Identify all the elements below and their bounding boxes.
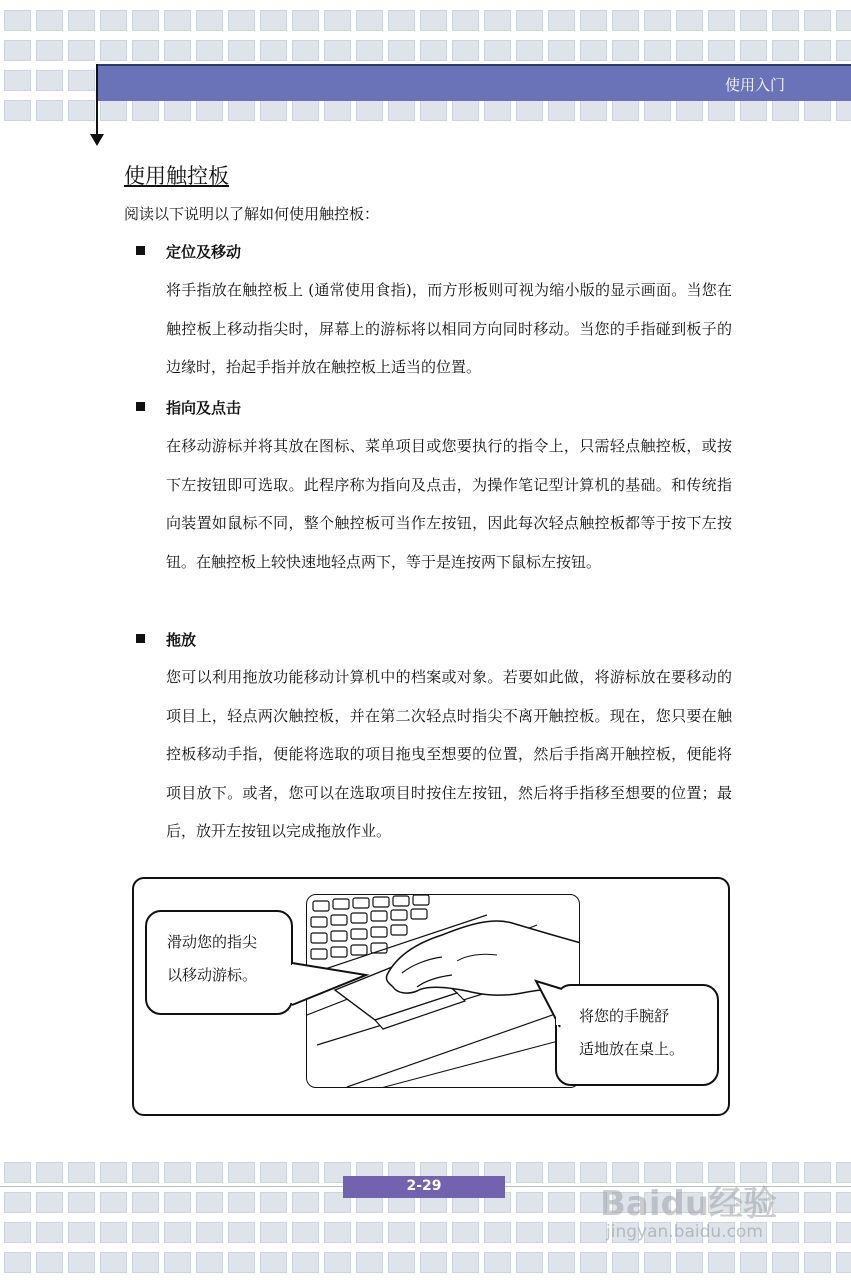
decor-tile	[836, 1162, 851, 1183]
decor-tile	[196, 1162, 223, 1183]
decor-tile	[196, 100, 223, 121]
decor-tile	[68, 70, 95, 91]
decor-tile	[68, 100, 95, 121]
decor-tile	[548, 40, 575, 61]
decor-tile	[708, 40, 735, 61]
decor-tile	[548, 1222, 575, 1243]
decor-tile	[196, 1252, 223, 1273]
decor-tile	[100, 10, 127, 31]
decor-tile	[836, 10, 851, 31]
decor-tile	[196, 1222, 223, 1243]
item-text-drag-drop: 您可以利用拖放功能移动计算机中的档案或对象。若要如此做，将游标放在要移动的项目上，轻点两次触控板，并在第二次轻点时指尖不离开触控板。现在，您只要在触控板移动手指，便能将选取的项目拖曳至想要的位置，然后手指离开触控板，便能将项目放下。或者，您可以在选取项目时按住左按钮，然后将手指移至想要的位置；最后，放开左按钮以完成拖放作业。	[166, 668, 732, 840]
decor-tile	[452, 100, 479, 121]
decor-tile	[68, 10, 95, 31]
decor-tile	[164, 1222, 191, 1243]
decor-tile	[516, 1162, 543, 1183]
decor-tile	[804, 100, 831, 121]
decor-tile	[68, 1222, 95, 1243]
decor-tile	[804, 10, 831, 31]
decor-tile	[740, 10, 767, 31]
decor-tile	[228, 1192, 255, 1213]
callout-pointer-left	[280, 955, 370, 1015]
decor-tile	[836, 40, 851, 61]
decor-tile	[4, 1162, 31, 1183]
decor-tile	[36, 40, 63, 61]
decor-tile	[36, 10, 63, 31]
section-intro: 阅读以下说明以了解如何使用触控板：	[124, 205, 380, 223]
decor-tile	[388, 100, 415, 121]
decor-tile	[772, 1252, 799, 1273]
watermark-url: jingyan.baidu.com	[606, 1222, 763, 1242]
decor-tile	[612, 40, 639, 61]
decor-tile	[548, 1192, 575, 1213]
decor-tile	[324, 10, 351, 31]
decor-tile	[196, 40, 223, 61]
decor-tile	[484, 1222, 511, 1243]
callout-line: 以移动游标。	[167, 966, 258, 984]
decor-tile	[132, 10, 159, 31]
decor-tile	[36, 100, 63, 121]
section-title: 使用触控板	[124, 164, 229, 188]
decor-tile	[260, 1222, 287, 1243]
decor-tile	[836, 1222, 851, 1243]
decor-tile	[228, 10, 255, 31]
decor-tile	[4, 40, 31, 61]
decor-tile	[68, 1252, 95, 1273]
decor-tile	[772, 10, 799, 31]
decor-tile	[100, 40, 127, 61]
decor-tile	[196, 1192, 223, 1213]
decor-tile	[356, 1252, 383, 1273]
decor-tile	[132, 1222, 159, 1243]
page-number-tab	[343, 1176, 505, 1198]
decor-tile	[452, 40, 479, 61]
decor-tile	[164, 100, 191, 121]
decor-tile	[228, 1222, 255, 1243]
decor-tile	[676, 40, 703, 61]
callout-line: 滑动您的指尖	[167, 933, 258, 951]
decor-tile	[580, 40, 607, 61]
decor-tile	[420, 10, 447, 31]
decor-tile	[100, 1162, 127, 1183]
decor-tile	[4, 70, 31, 91]
decor-tile	[260, 40, 287, 61]
decor-tile	[484, 40, 511, 61]
callout-pointer-right	[530, 975, 580, 1035]
decor-tile	[36, 1162, 63, 1183]
decor-tile	[228, 40, 255, 61]
decor-tile	[484, 100, 511, 121]
decor-tile	[68, 1192, 95, 1213]
decor-tile	[676, 1252, 703, 1273]
decor-tile	[292, 1192, 319, 1213]
decor-tile	[260, 10, 287, 31]
decor-tile	[132, 1252, 159, 1273]
decor-tile	[68, 1162, 95, 1183]
decor-tile	[516, 100, 543, 121]
page-number: 2-29	[406, 1178, 442, 1194]
header-bar	[96, 64, 851, 101]
decor-tile	[260, 1192, 287, 1213]
decor-tile	[100, 1252, 127, 1273]
decor-tile	[4, 10, 31, 31]
decor-tile	[356, 10, 383, 31]
decor-tile	[164, 40, 191, 61]
item-title-drag-drop: 拖放	[166, 631, 197, 649]
decor-tile	[4, 1252, 31, 1273]
decor-tile	[516, 10, 543, 31]
decor-tile	[420, 1252, 447, 1273]
decor-tile	[484, 10, 511, 31]
decor-tile	[388, 1252, 415, 1273]
bullet-square-icon	[136, 634, 145, 643]
callout-line: 适地放在桌上。	[579, 1040, 685, 1058]
decor-tile	[644, 40, 671, 61]
decor-tile	[356, 100, 383, 121]
decor-tile	[708, 100, 735, 121]
decor-tile	[580, 1222, 607, 1243]
decor-tile	[4, 100, 31, 121]
bullet-square-icon	[136, 246, 145, 255]
decor-tile	[260, 100, 287, 121]
decor-tile	[516, 1222, 543, 1243]
decor-tile	[708, 1252, 735, 1273]
decor-tile	[388, 10, 415, 31]
decor-tile	[740, 1252, 767, 1273]
decor-tile	[644, 10, 671, 31]
decor-tile	[388, 40, 415, 61]
decor-tile	[36, 1252, 63, 1273]
decor-tile	[164, 1162, 191, 1183]
item-title-point-click: 指向及点击	[166, 399, 242, 417]
decor-tile	[804, 1162, 831, 1183]
decor-tile	[292, 1252, 319, 1273]
watermark-logo: Baidu经验	[600, 1184, 778, 1224]
decor-tile	[132, 100, 159, 121]
decor-tile	[324, 40, 351, 61]
decor-tile	[132, 1162, 159, 1183]
decor-tile	[4, 1222, 31, 1243]
decor-tile	[580, 10, 607, 31]
decor-tile	[452, 1222, 479, 1243]
decor-tile	[676, 100, 703, 121]
decor-tile	[580, 1252, 607, 1273]
bullet-square-icon	[136, 402, 145, 411]
item-title-positioning: 定位及移动	[166, 243, 242, 261]
decor-tile	[324, 1222, 351, 1243]
decor-tile	[772, 40, 799, 61]
decor-tile	[644, 100, 671, 121]
decor-tile	[228, 100, 255, 121]
decor-tile	[740, 100, 767, 121]
decor-tile	[420, 100, 447, 121]
decor-tile	[516, 1252, 543, 1273]
decor-tile	[260, 1252, 287, 1273]
callout-line: 将您的手腕舒	[579, 1007, 670, 1025]
decor-tile	[356, 40, 383, 61]
decor-tile	[292, 100, 319, 121]
decor-tile	[36, 1222, 63, 1243]
decor-tile	[644, 1252, 671, 1273]
decor-tile	[324, 100, 351, 121]
item-text-point-click: 在移动游标并将其放在图标、菜单项目或您要执行的指令上，只需轻点触控板，或按下左按钮即可选取。此程序称为指向及点击，为操作笔记型计算机的基础。和传统指向装置如鼠标不同，整个触控板可当作左按钮，因此每次轻点触控板都等于按下左按钮。在触控板上较快速地轻点两下，等于是连按两下鼠标左按钮。	[166, 437, 732, 571]
decor-tile	[772, 1222, 799, 1243]
decor-tile	[388, 1222, 415, 1243]
decor-tile	[164, 1252, 191, 1273]
header-guide-line	[96, 64, 98, 136]
decor-tile	[292, 40, 319, 61]
decor-tile	[548, 1162, 575, 1183]
decor-tile	[36, 1192, 63, 1213]
decor-tile	[292, 10, 319, 31]
decor-tile	[612, 100, 639, 121]
decor-tile	[676, 10, 703, 31]
decor-tile	[100, 100, 127, 121]
decor-tile	[420, 1222, 447, 1243]
decor-tile	[836, 1252, 851, 1273]
decor-tile	[4, 1192, 31, 1213]
decor-tile	[836, 1192, 851, 1213]
decor-tile	[100, 1222, 127, 1243]
decor-tile	[228, 1252, 255, 1273]
decor-tile	[420, 40, 447, 61]
decor-tile	[804, 40, 831, 61]
decor-tile	[452, 10, 479, 31]
decor-tile	[68, 40, 95, 61]
item-text-positioning: 将手指放在触控板上 (通常使用食指)，而方形板则可视为缩小版的显示画面。当您在触控板上移动指尖时，屏幕上的游标将以相同方向同时移动。当您的手指碰到板子的边缘时，抬起手指并放在触控板上适当的位置。	[166, 281, 732, 376]
decor-tile	[132, 1192, 159, 1213]
decor-tile	[164, 1192, 191, 1213]
decor-tile	[292, 1222, 319, 1243]
decor-tile	[484, 1252, 511, 1273]
callout-slide-fingertip	[145, 910, 293, 1015]
decor-tile	[100, 1192, 127, 1213]
decor-tile	[36, 70, 63, 91]
decor-tile	[516, 1192, 543, 1213]
decor-tile	[580, 100, 607, 121]
decor-tile	[740, 40, 767, 61]
decor-tile	[772, 100, 799, 121]
decor-tile	[548, 10, 575, 31]
decor-tile	[612, 1252, 639, 1273]
decor-tile	[260, 1162, 287, 1183]
decor-tile	[516, 40, 543, 61]
decor-tile	[612, 10, 639, 31]
decor-tile	[132, 40, 159, 61]
decor-tile	[548, 100, 575, 121]
decor-tile	[836, 100, 851, 121]
decor-tile	[548, 1252, 575, 1273]
down-arrow-icon	[90, 134, 104, 146]
decor-tile	[228, 1162, 255, 1183]
decor-tile	[708, 10, 735, 31]
decor-tile	[292, 1162, 319, 1183]
decor-tile	[324, 1252, 351, 1273]
chapter-title: 使用入门	[724, 76, 785, 94]
decor-tile	[452, 1252, 479, 1273]
decor-tile	[804, 1252, 831, 1273]
decor-tile	[804, 1192, 831, 1213]
decor-tile	[804, 1222, 831, 1243]
decor-tile	[356, 1222, 383, 1243]
decor-tile	[196, 10, 223, 31]
decor-tile	[164, 10, 191, 31]
